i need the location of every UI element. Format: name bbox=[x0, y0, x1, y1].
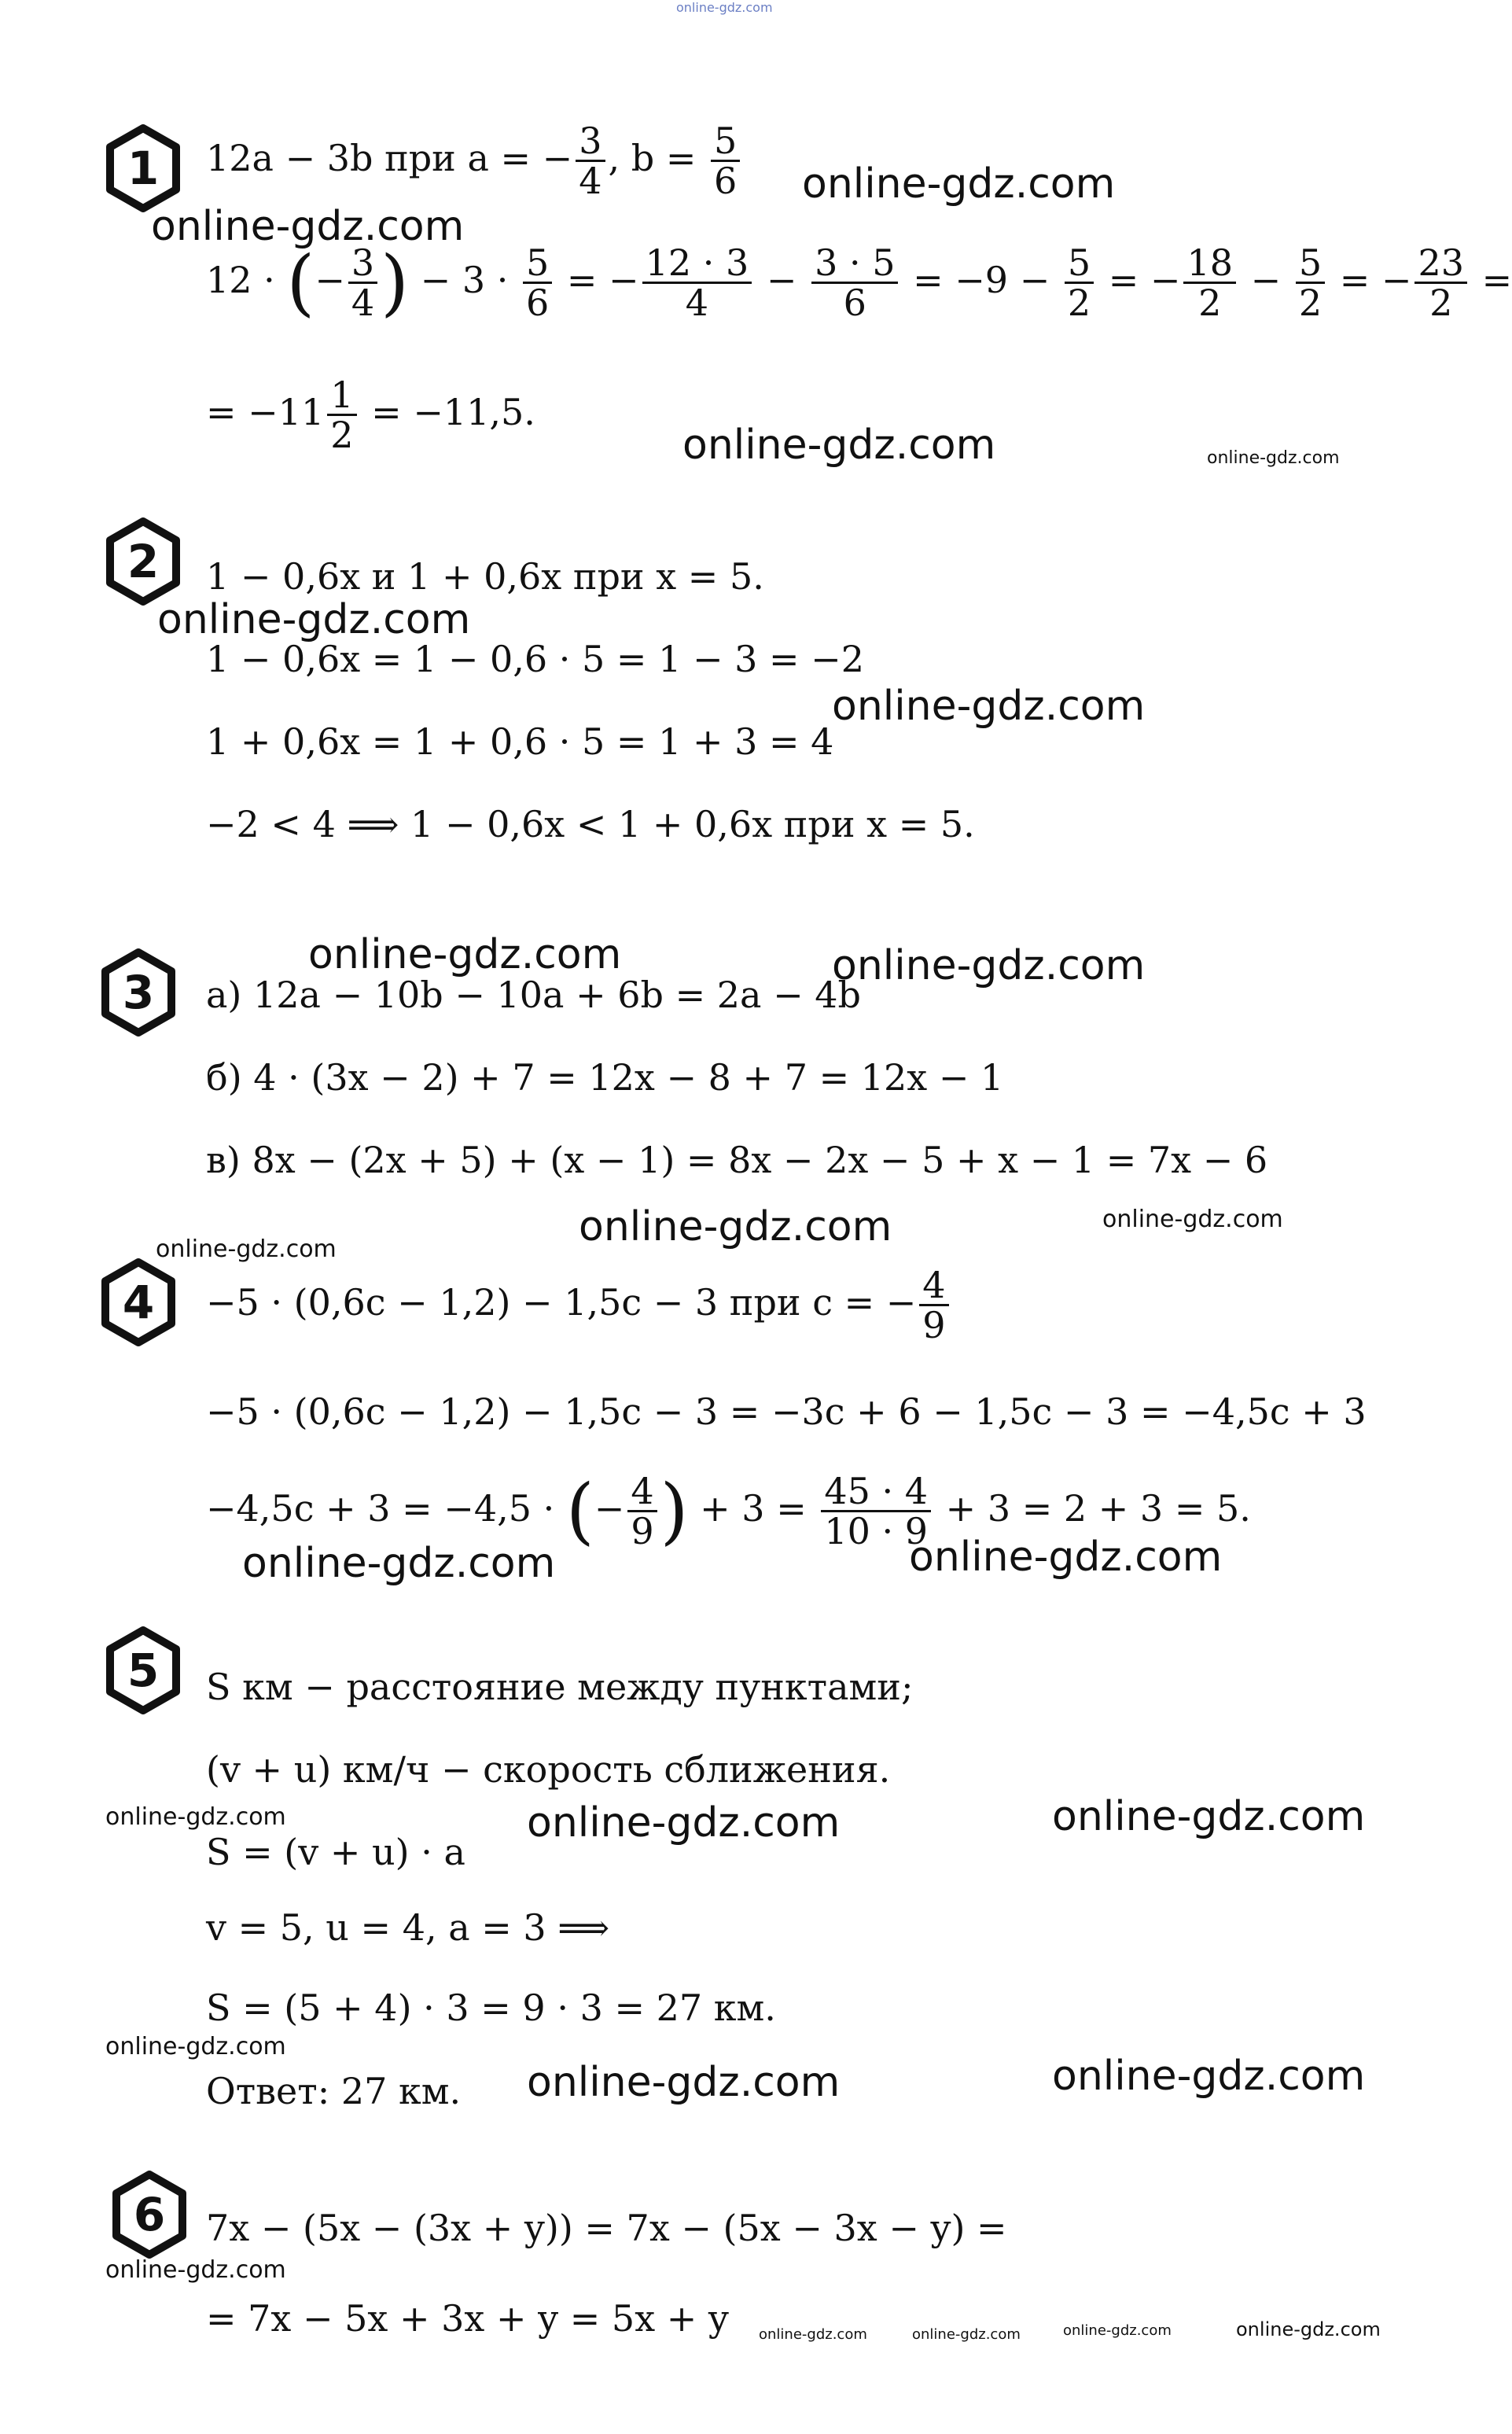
problem-3-number: 3 bbox=[122, 966, 155, 1019]
problem-5-line-2: (v + u) км/ч − скорость сближения. bbox=[206, 1748, 891, 1791]
problem-5-line-1: S км − расстояние между пунктами; bbox=[206, 1666, 914, 1708]
problem-4-badge bbox=[99, 1258, 178, 1346]
problem-2-number: 2 bbox=[127, 535, 160, 588]
watermark: online-gdz.com bbox=[912, 2326, 1021, 2343]
watermark: online-gdz.com bbox=[909, 1534, 1223, 1581]
watermark: online-gdz.com bbox=[1102, 1206, 1283, 1233]
watermark: online-gdz.com bbox=[832, 942, 1146, 989]
problem-4-number: 4 bbox=[122, 1276, 155, 1329]
problem-5-line-3: S = (v + u) · a bbox=[206, 1831, 465, 1873]
problem-4-condition: −5 · (0,6c − 1,2) − 1,5c − 3 при c = − $\frac{4}{9}$ bbox=[206, 1266, 952, 1345]
problem-5-line-5: S = (5 + 4) · 3 = 9 · 3 = 27 км. bbox=[206, 1987, 776, 2029]
problem-5-line-4: v = 5, u = 4, a = 3 ⟹ bbox=[206, 1906, 610, 1949]
problem-2-line-3: −2 < 4 ⟹ 1 − 0,6x < 1 + 0,6x при x = 5. bbox=[206, 803, 975, 845]
problem-6-number: 6 bbox=[133, 2188, 166, 2241]
watermark: online-gdz.com bbox=[832, 683, 1146, 730]
watermark: online-gdz.com bbox=[1207, 448, 1340, 468]
problem-2-condition: 1 − 0,6x и 1 + 0,6x при x = 5. bbox=[206, 555, 764, 598]
watermark: online-gdz.com bbox=[105, 2256, 286, 2284]
problem-1-line-1: 12 · (− $\frac{3}{4}$ ) − 3 · $\frac{5}{6}$ = − $\frac{12 \cdot 3}{4}$ − $\frac{3 \cdot 5}{6}$ = −9 − $\frac{5}{2}$ = − $\frac{18}{2}$ − $\frac{5}{2}$ = − $\frac{23}{2}$ = bbox=[206, 240, 1512, 325]
watermark: online-gdz.com bbox=[1236, 2318, 1381, 2340]
watermark: online-gdz.com bbox=[1063, 2322, 1172, 2339]
watermark: online-gdz.com bbox=[527, 1799, 841, 1847]
problem-4-line-1: −5 · (0,6c − 1,2) − 1,5c − 3 = −3c + 6 − 1,5c − 3 = −4,5c + 3 bbox=[206, 1390, 1367, 1433]
problem-5-line-6: Ответ: 27 км. bbox=[206, 2070, 462, 2112]
watermark: online-gdz.com bbox=[579, 1203, 892, 1250]
problem-3-line-a: а) 12a − 10b − 10a + 6b = 2a − 4b bbox=[206, 974, 861, 1016]
problem-3-badge bbox=[99, 948, 178, 1037]
problem-2-line-2: 1 + 0,6x = 1 + 0,6 · 5 = 1 + 3 = 4 bbox=[206, 720, 834, 763]
problem-4-line-2: −4,5c + 3 = −4,5 · (− $\frac{4}{9}$ ) + 3 = $\frac{45 \cdot 4}{10 \cdot 9}$ + 3 = 2 + 3 = 5. bbox=[206, 1468, 1251, 1553]
watermark: online-gdz.com bbox=[151, 203, 465, 250]
watermark: online-gdz.com bbox=[527, 2059, 841, 2106]
watermark: online-gdz.com bbox=[308, 931, 622, 978]
problem-5-badge bbox=[104, 1626, 182, 1714]
watermark: online-gdz.com bbox=[759, 2326, 867, 2343]
watermark: online-gdz.com bbox=[1052, 1793, 1366, 1840]
problem-2-badge bbox=[104, 517, 182, 606]
problem-6-line-2: = 7x − 5x + 3x + y = 5x + y bbox=[206, 2297, 729, 2340]
watermark: online-gdz.com bbox=[242, 1540, 556, 1587]
problem-2-line-1: 1 − 0,6x = 1 − 0,6 · 5 = 1 − 3 = −2 bbox=[206, 638, 864, 680]
problem-3-line-c: в) 8x − (2x + 5) + (x − 1) = 8x − 2x − 5 + x − 1 = 7x − 6 bbox=[206, 1139, 1268, 1181]
problem-1-line-2: = −11 $\frac{1}{2}$ = −11,5. bbox=[206, 374, 535, 457]
problem-5-number: 5 bbox=[127, 1644, 160, 1697]
site-header-watermark: online-gdz.com bbox=[676, 0, 773, 15]
watermark: online-gdz.com bbox=[682, 422, 996, 469]
watermark: online-gdz.com bbox=[802, 160, 1116, 208]
watermark: online-gdz.com bbox=[105, 2033, 286, 2060]
problem-6-badge bbox=[110, 2171, 189, 2259]
problem-1-number: 1 bbox=[127, 142, 160, 195]
problem-1-badge bbox=[104, 124, 182, 212]
problem-3-line-b: б) 4 · (3x − 2) + 7 = 12x − 8 + 7 = 12x − 1 bbox=[206, 1056, 1004, 1099]
watermark: online-gdz.com bbox=[1052, 2053, 1366, 2100]
watermark: online-gdz.com bbox=[157, 596, 471, 643]
problem-6-line-1: 7x − (5x − (3x + y)) = 7x − (5x − 3x − y) = bbox=[206, 2207, 1007, 2249]
watermark: online-gdz.com bbox=[156, 1235, 337, 1263]
watermark: online-gdz.com bbox=[105, 1803, 286, 1831]
problem-1-condition: 12a − 3b при a = − $\frac{3}{4}$ , b = $\frac{5}{6}$ bbox=[206, 122, 743, 201]
